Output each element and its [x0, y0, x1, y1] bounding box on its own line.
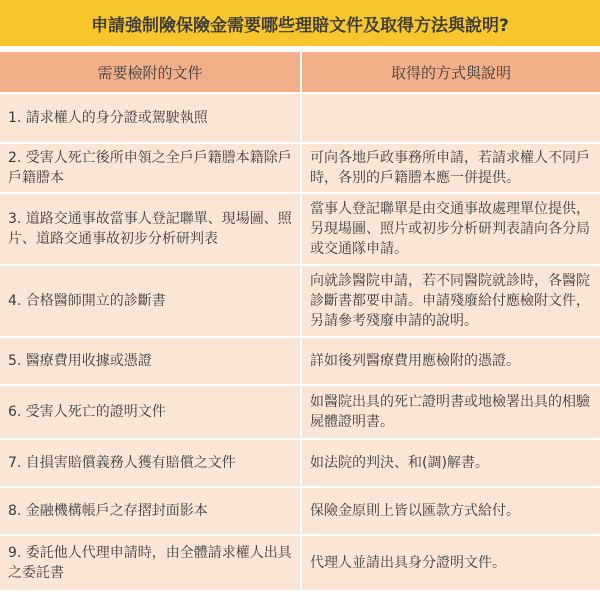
table-row — [0, 488, 600, 534]
page-title: 申請強制險保險金需要哪些理賠文件及取得方法與說明? — [0, 0, 600, 46]
method-cell: 向就診醫院申請，若不同醫院就診時，各醫院診斷書都要申請。申請殘廢給付應檢附文件，另請參考殘廢申請的說明。 — [300, 266, 600, 336]
method-cell: 可向各地戶政事務所申請，若請求權人不同戶時，各別的戶籍謄本應一併提供。 — [300, 144, 600, 192]
documents-table — [0, 50, 600, 592]
table-header-row — [0, 52, 600, 92]
table-row — [0, 440, 600, 486]
document-cell: 2. 受害人死亡後所申領之全戶戶籍謄本籍除戶戶籍謄本 — [0, 144, 300, 192]
document-cell: 8. 金融機構帳戶之存摺封面影本 — [0, 488, 300, 534]
table-row — [0, 338, 600, 384]
method-cell: 代理人並請出具身分證明文件。 — [300, 536, 600, 590]
document-cell: 4. 合格醫師開立的診斷書 — [0, 266, 300, 336]
document-cell: 3. 道路交通事故當事人登記聯單、現場圖、照片、道路交通事故初步分析研判表 — [0, 194, 300, 264]
method-cell: 如醫院出具的死亡證明書或地檢署出具的相驗屍體證明書。 — [300, 386, 600, 438]
document-cell: 7. 自損害賠償義務人獲有賠償之文件 — [0, 440, 300, 486]
method-cell: 保險金原則上皆以匯款方式給付。 — [300, 488, 600, 534]
document-cell: 5. 醫療費用收據或憑證 — [0, 338, 300, 384]
method-cell: 詳如後列醫療費用應檢附的憑證。 — [300, 338, 600, 384]
table-row — [0, 94, 600, 142]
table-row — [0, 194, 600, 264]
method-cell — [300, 94, 600, 142]
column-header-documents: 需要檢附的文件 — [0, 52, 300, 92]
method-cell: 當事人登記聯單是由交通事故處理單位提供，另現場圖、照片或初步分析研判表請向各分局或交通隊申請。 — [300, 194, 600, 264]
method-cell: 如法院的判決、和(調)解書。 — [300, 440, 600, 486]
document-cell: 9. 委託他人代理申請時，由全體請求權人出具之委託書 — [0, 536, 300, 590]
table-row — [0, 536, 600, 590]
document-cell: 1. 請求權人的身分證或駕駛執照 — [0, 94, 300, 142]
table-row — [0, 266, 600, 336]
column-header-method: 取得的方式與說明 — [300, 52, 600, 92]
document-cell: 6. 受害人死亡的證明文件 — [0, 386, 300, 438]
table-row — [0, 386, 600, 438]
table-row — [0, 144, 600, 192]
